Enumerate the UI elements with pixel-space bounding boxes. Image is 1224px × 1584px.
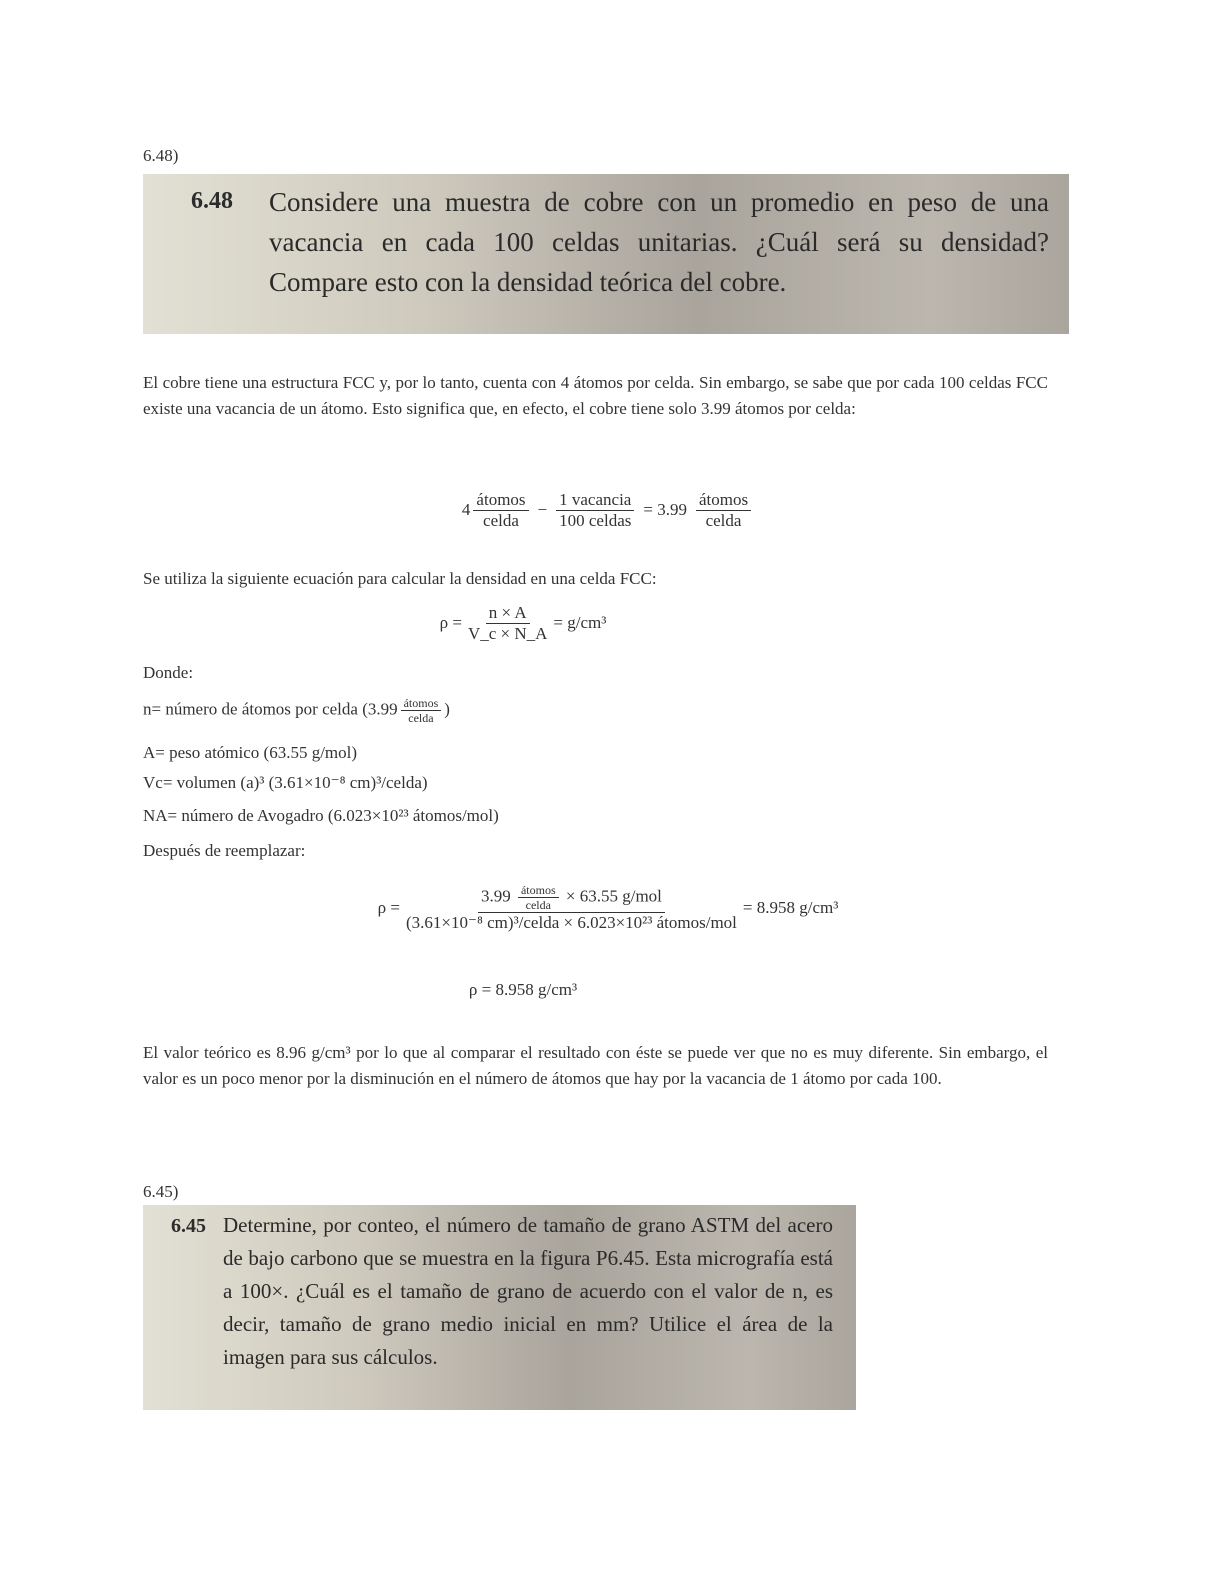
- fraction-denominator: celda: [525, 898, 551, 912]
- fraction-numerator: átomos: [473, 490, 528, 511]
- definition-na: NA= número de Avogadro (6.023×10²³ átomos/mol): [143, 806, 499, 825]
- substitution-intro: Después de reemplazar:: [143, 841, 306, 860]
- fraction-denominator: celda: [705, 510, 742, 530]
- definition-vc: Vc= volumen (a)³ (3.61×10⁻⁸ cm)³/celda): [143, 773, 428, 792]
- calc-lhs: ρ =: [377, 898, 400, 917]
- calc-num-value: × 63.55 g/mol: [565, 886, 662, 906]
- problem-number: 6.45: [171, 1215, 206, 1237]
- fraction-numerator: átomos: [401, 696, 442, 711]
- definition-text: n= número de átomos por celda (3.99: [143, 699, 398, 719]
- eq-result: = 3.99: [643, 500, 687, 519]
- fraction-numerator: átomos: [518, 883, 559, 898]
- fraction: [518, 883, 559, 912]
- fraction: [473, 490, 528, 531]
- fraction: [401, 696, 442, 725]
- definition-n: [143, 696, 450, 725]
- calc-rhs: = 8.958 g/cm³: [742, 898, 839, 917]
- problem-number: 6.48: [191, 188, 233, 214]
- fraction-denominator: celda: [483, 510, 519, 530]
- problem-statement-box: [143, 174, 1069, 334]
- problem-tag: 6.45): [143, 1182, 179, 1201]
- fraction-numerator: 1 vacancia: [556, 490, 634, 511]
- definition-text: ): [444, 699, 450, 719]
- vacancy-equation: [143, 480, 1073, 540]
- formula-lhs: ρ =: [439, 613, 462, 632]
- fraction-numerator: [478, 883, 665, 913]
- fraction-denominator: V_c × N_A: [467, 623, 548, 643]
- calc-num-value: 3.99: [480, 886, 511, 906]
- fraction-denominator: (3.61×10⁻⁸ cm)³/celda × 6.023×10²³ átomos/mol: [405, 913, 737, 932]
- problem-statement: Determine, por conteo, el número de tamaño de grano ASTM del acero de bajo carbono que se muestra en la figura P6.45. Esta micrografía está a 100×. ¿Cuál es el tamaño de grano de acuerdo con el valor de n, es decir, tamaño de grano medio inicial en mm? Utilice el área de la imagen para sus cálculos.: [223, 1213, 833, 1369]
- fraction: [556, 490, 634, 531]
- problem-statement: Considere una muestra de cobre con un promedio en peso de una vacancia en cada 100 celdas unitarias. ¿Cuál será su densidad? Compare esto con la densidad teórica del cobre.: [269, 187, 1049, 297]
- formula-intro: Se utiliza la siguiente ecuación para calcular la densidad en una celda FCC:: [143, 569, 657, 588]
- definition-a: A= peso atómico (63.55 g/mol): [143, 743, 358, 762]
- fraction-denominator: celda: [408, 711, 434, 725]
- eq-operator: −: [537, 500, 548, 519]
- density-formula: [143, 592, 903, 654]
- fraction-numerator: n × A: [486, 603, 530, 624]
- problem-statement-box: [143, 1205, 856, 1410]
- substitution-equation: [143, 868, 1073, 948]
- fraction-denominator: 100 celdas: [559, 510, 632, 530]
- donde-label: Donde:: [143, 663, 194, 682]
- fraction: [696, 490, 751, 531]
- fraction-numerator: átomos: [696, 490, 751, 511]
- fraction: [403, 883, 740, 933]
- eq-coefficient: 4: [461, 500, 471, 519]
- conclusion-paragraph: El valor teórico es 8.96 g/cm³ por lo que al comparar el resultado con éste se puede ver que no es muy diferente. Sin embargo, el valor es un poco menor por la disminución en el número de átomos que hay por la vacancia de 1 átomo por cada 100.: [143, 1043, 1048, 1088]
- formula-rhs: = g/cm³: [553, 613, 607, 632]
- density-result: ρ = 8.958 g/cm³: [468, 980, 578, 999]
- fraction: [465, 603, 550, 644]
- intro-paragraph: El cobre tiene una estructura FCC y, por lo tanto, cuenta con 4 átomos por celda. Sin embargo, se sabe que por cada 100 celdas FCC existe una vacancia de un átomo. Esto significa que, en efecto, el cobre tiene solo 3.99 átomos por celda:: [143, 373, 1048, 418]
- problem-tag: 6.48): [143, 146, 179, 165]
